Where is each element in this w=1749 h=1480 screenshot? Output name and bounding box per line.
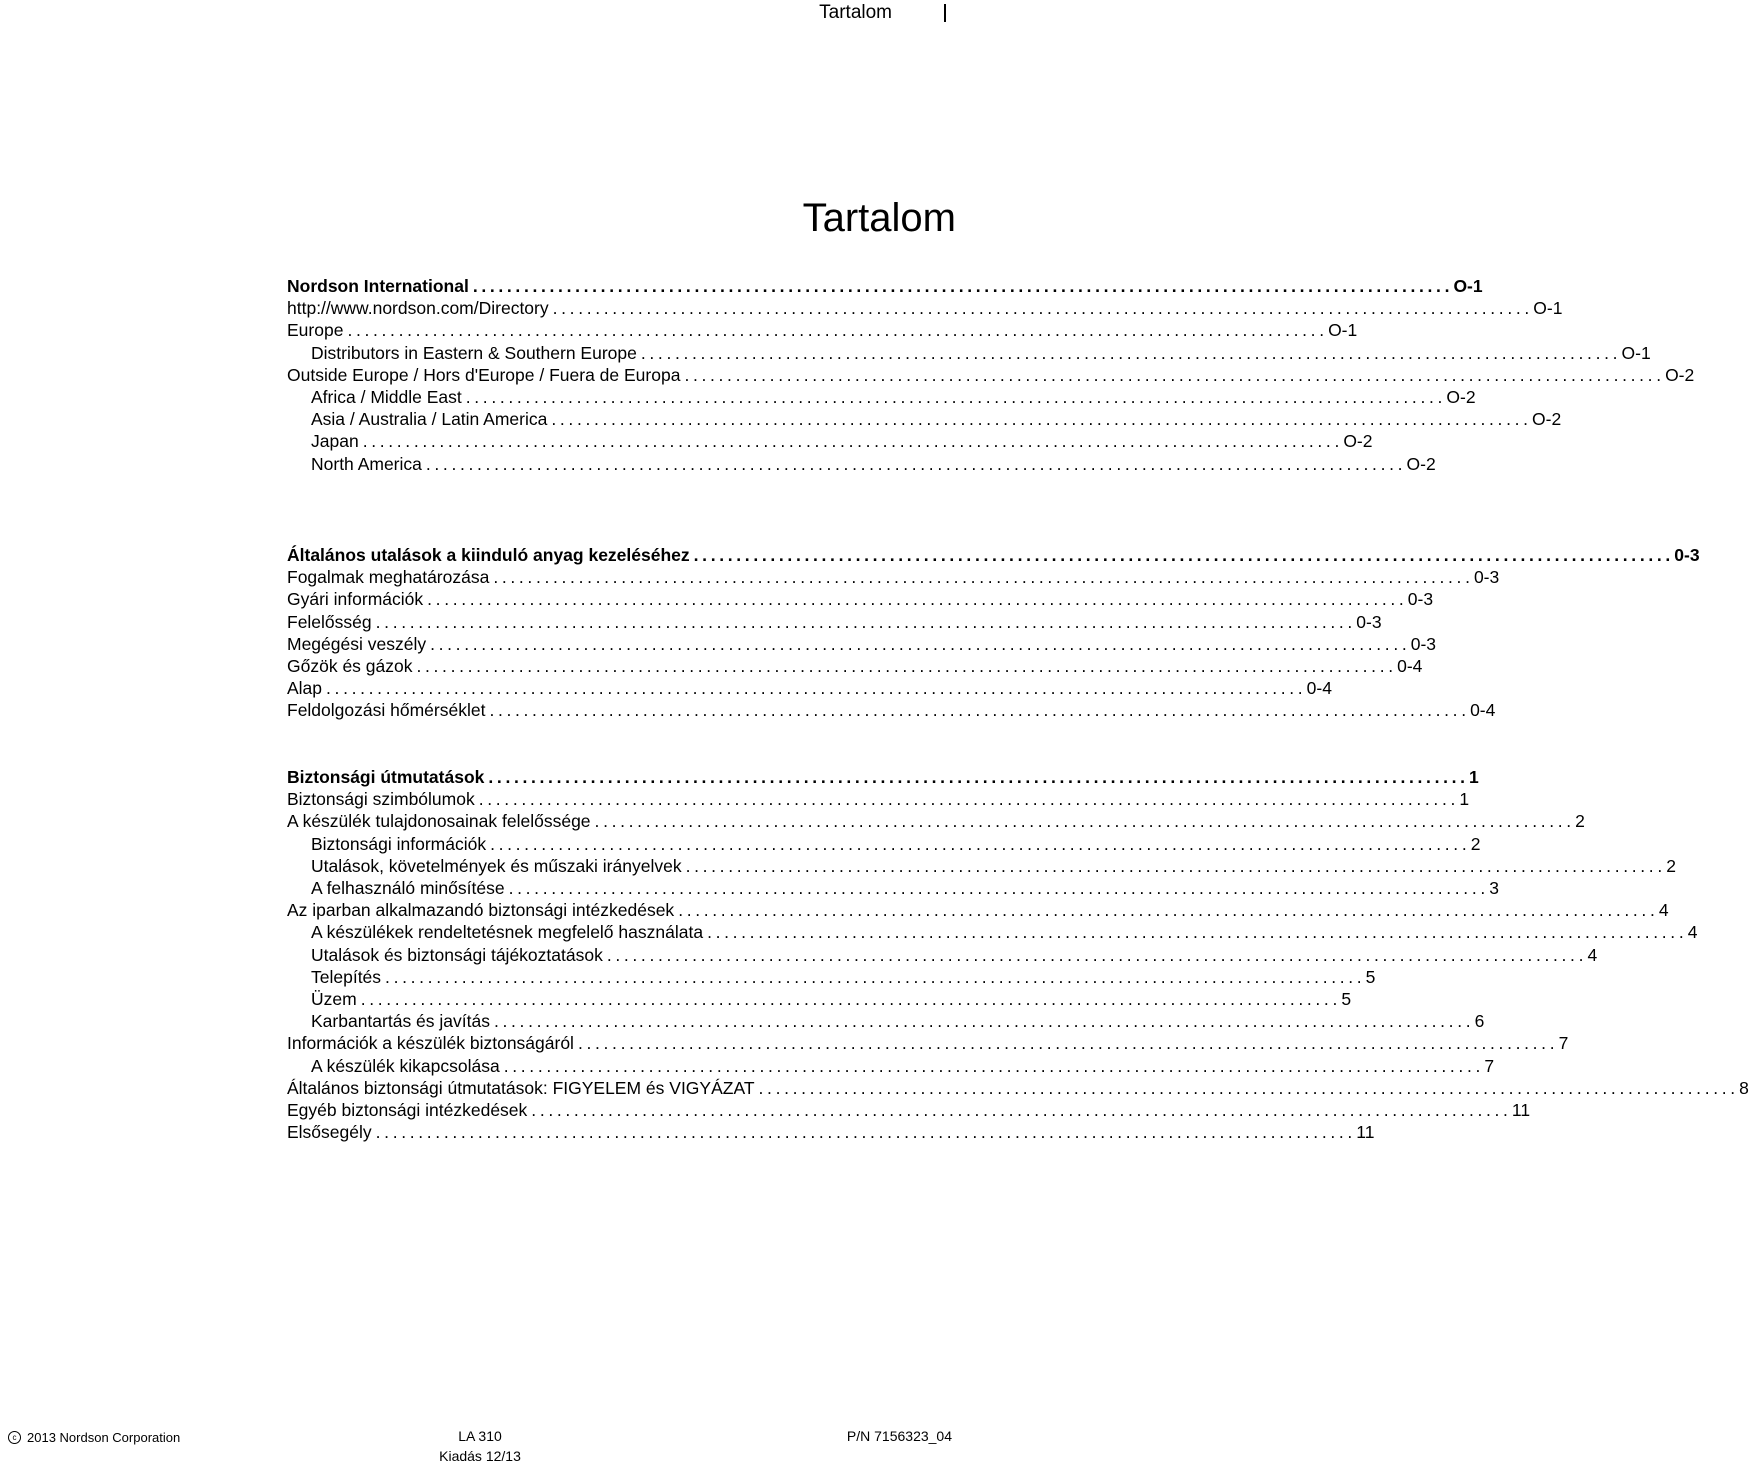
toc-entry-page: 0-3 <box>1356 611 1382 632</box>
toc-entry[interactable] <box>287 655 1423 677</box>
toc-entry[interactable] <box>287 899 1669 921</box>
toc-entry-page: 1 <box>1469 767 1479 787</box>
toc-entry-label: Egyéb biztonsági intézkedések <box>287 1100 528 1121</box>
toc-leader-dots <box>385 966 1362 988</box>
toc-entry-page: 3 <box>1489 878 1499 899</box>
toc-entry[interactable] <box>287 877 1499 899</box>
toc-entry-page: 6 <box>1474 1011 1485 1032</box>
toc-entry-label: Biztonsági információk <box>311 833 487 854</box>
toc-entry[interactable] <box>287 386 1476 408</box>
toc-entry-label: http://www.nordson.com/Directory <box>287 298 549 319</box>
toc-entry-page: 4 <box>1687 922 1698 943</box>
toc-entry-page: 0-3 <box>1674 545 1700 565</box>
toc-entry[interactable] <box>287 988 1352 1010</box>
header-section-marker <box>944 4 946 22</box>
toc-leader-dots <box>707 921 1684 943</box>
toc-entry-label: A készülékek rendeltetésnek megfelelő használata <box>311 922 704 943</box>
toc-entry[interactable] <box>287 810 1585 832</box>
toc-entry[interactable] <box>287 297 1563 319</box>
toc-leader-dots <box>376 611 1353 633</box>
toc-entry-page: 5 <box>1365 966 1376 987</box>
toc-entry[interactable] <box>287 966 1376 988</box>
toc-leader-dots <box>493 566 1470 588</box>
toc-entry-page: 0-4 <box>1306 678 1332 699</box>
toc-entry-label: Információk a készülék biztonságáról <box>287 1033 574 1054</box>
toc-entry-label: Africa / Middle East <box>311 387 462 408</box>
toc-entry[interactable] <box>287 1055 1495 1077</box>
toc-leader-dots <box>553 297 1530 319</box>
toc-entry-page: O-2 <box>1665 364 1695 385</box>
toc-entry-label: Distributors in Eastern & Southern Europe <box>311 342 637 363</box>
toc-entry[interactable] <box>287 408 1562 430</box>
toc-entry[interactable] <box>287 677 1332 699</box>
toc-leader-dots <box>759 1077 1736 1099</box>
toc-leader-dots <box>578 1032 1555 1054</box>
toc-entry-label: Japan <box>311 431 359 452</box>
toc-entry-label: Outside Europe / Hors d'Europe / Fuera de Europa <box>287 364 681 385</box>
page-title: Tartalom <box>802 196 956 240</box>
toc-leader-dots <box>430 633 1407 655</box>
toc-entry-label: Utalások és biztonsági tájékoztatások <box>311 944 603 965</box>
toc-section-biztonsagi <box>287 766 1749 1143</box>
toc-leader-dots <box>479 788 1456 810</box>
toc-leader-dots <box>416 655 1393 677</box>
toc-entry[interactable] <box>287 430 1373 452</box>
toc-leader-dots <box>347 319 1324 341</box>
toc-entry-page: O-2 <box>1343 431 1373 452</box>
toc-entry-label: Elsősegély <box>287 1122 372 1143</box>
header-section-title: Tartalom <box>819 2 892 23</box>
toc-entry-page: O-2 <box>1532 409 1562 430</box>
toc-entry-label: Gőzök és gázok <box>287 656 413 677</box>
toc-entry[interactable] <box>287 364 1695 386</box>
toc-entry[interactable] <box>287 588 1434 610</box>
toc-leader-dots <box>678 899 1655 921</box>
toc-entry-label: Felelősség <box>287 611 372 632</box>
toc-entry-label: Alap <box>287 678 323 699</box>
toc-entry[interactable] <box>287 833 1481 855</box>
toc-entry-page: 2 <box>1470 833 1481 854</box>
toc-entry-label: Asia / Australia / Latin America <box>311 409 548 430</box>
toc-entry-page: 7 <box>1484 1055 1495 1076</box>
toc-leader-dots <box>363 430 1340 452</box>
toc-entry-label: North America <box>311 453 422 474</box>
toc-entry-label: Europe <box>287 320 344 341</box>
toc-entry-label: A felhasználó minősítése <box>311 878 505 899</box>
toc-entry[interactable] <box>287 1077 1749 1099</box>
toc-entry-page: 4 <box>1658 900 1669 921</box>
toc-entry-page: O-2 <box>1446 387 1476 408</box>
toc-entry[interactable] <box>287 342 1651 364</box>
toc-entry-label: A készülék tulajdonosainak felelőssége <box>287 811 591 832</box>
toc-section-nordson <box>287 275 1695 475</box>
toc-leader-dots <box>641 342 1618 364</box>
toc-entry-page: 11 <box>1356 1122 1375 1143</box>
toc-entry-page: 4 <box>1587 944 1598 965</box>
toc-leader-dots <box>326 677 1303 699</box>
toc-entry-page: 0-4 <box>1470 700 1496 721</box>
toc-entry-label: Megégési veszély <box>287 633 427 654</box>
toc-leader-dots <box>531 1099 1508 1121</box>
toc-entry-label: Az iparban alkalmazandó biztonsági intézkedések <box>287 900 675 921</box>
toc-entry-label: Gyári információk <box>287 589 424 610</box>
toc-leader-dots <box>489 699 1466 721</box>
page-footer <box>0 1420 960 1480</box>
toc-leader-dots <box>488 766 1465 788</box>
toc-leader-dots <box>494 1010 1471 1032</box>
toc-entry[interactable] <box>287 1099 1531 1121</box>
toc-entry-page: O-1 <box>1621 342 1651 363</box>
toc-leader-dots <box>466 386 1443 408</box>
toc-entry-page: O-1 <box>1328 320 1358 341</box>
toc-entry-page: O-1 <box>1533 298 1563 319</box>
toc-entry[interactable] <box>287 319 1358 341</box>
toc-leader-dots <box>361 988 1338 1010</box>
toc-entry-page: 0-3 <box>1410 633 1437 654</box>
toc-entry[interactable] <box>287 611 1382 633</box>
toc-entry-page: 0-3 <box>1473 567 1500 588</box>
toc-leader-dots <box>427 588 1404 610</box>
toc-entry-page: 1 <box>1459 789 1470 810</box>
toc-leader-dots <box>684 364 1661 386</box>
toc-entry[interactable] <box>287 699 1496 721</box>
toc-leader-dots <box>551 408 1528 430</box>
toc-entry-label: Biztonsági útmutatások <box>287 767 485 787</box>
toc-entry-label: Biztonsági szimbólumok <box>287 789 475 810</box>
toc-entry[interactable] <box>287 1121 1375 1143</box>
toc-entry[interactable] <box>287 1010 1485 1032</box>
toc-entry-label: Nordson International <box>287 276 469 296</box>
copyright-icon: c <box>8 1431 21 1444</box>
toc-entry-page: 0-4 <box>1397 656 1423 677</box>
toc-leader-dots <box>686 855 1663 877</box>
footer-model: LA 310 <box>458 1428 502 1444</box>
copyright-text: 2013 Nordson Corporation <box>27 1430 181 1445</box>
toc-leader-dots <box>595 810 1572 832</box>
toc-entry[interactable] <box>287 944 1598 966</box>
toc-entry[interactable] <box>287 544 1700 566</box>
toc-entry[interactable] <box>287 453 1436 475</box>
toc-leader-dots <box>376 1121 1353 1143</box>
toc-entry-label: Üzem <box>311 989 357 1010</box>
toc-entry-label: Telepítés <box>311 966 382 987</box>
toc-entry-page: 5 <box>1341 989 1352 1010</box>
toc-entry[interactable] <box>287 766 1479 788</box>
toc-leader-dots <box>426 453 1403 475</box>
toc-entry-page: 7 <box>1558 1033 1569 1054</box>
toc-entry-page: 2 <box>1666 855 1676 876</box>
toc-entry[interactable] <box>287 1032 1569 1054</box>
toc-entry-label: Általános biztonsági útmutatások: FIGYELEM és VIGYÁZAT <box>287 1077 755 1098</box>
toc-section-altalanos <box>287 544 1700 722</box>
toc-entry-label: Általános utalások a kiinduló anyag kezeléséhez <box>287 545 690 565</box>
toc-entry[interactable] <box>287 566 1500 588</box>
toc-entry-label: A készülék kikapcsolása <box>311 1055 500 1076</box>
toc-entry[interactable] <box>287 855 1676 877</box>
footer-edition: Kiadás 12/13 <box>439 1448 521 1464</box>
toc-entry-page: O-2 <box>1406 453 1436 474</box>
toc-entry-page: O-1 <box>1453 276 1483 296</box>
toc-entry[interactable] <box>287 275 1483 297</box>
toc-entry-page: 11 <box>1511 1100 1531 1121</box>
toc-entry[interactable] <box>287 633 1437 655</box>
toc-entry[interactable] <box>287 788 1470 810</box>
toc-entry[interactable] <box>287 921 1698 943</box>
toc-leader-dots <box>509 877 1486 899</box>
toc-leader-dots <box>504 1055 1481 1077</box>
toc-entry-label: Feldolgozási hőmérséklet <box>287 700 486 721</box>
toc-leader-dots <box>473 275 1450 297</box>
toc-entry-label: Fogalmak meghatározása <box>287 567 490 588</box>
toc-leader-dots <box>607 944 1584 966</box>
footer-part-number: P/N 7156323_04 <box>846 1428 952 1444</box>
toc-entry-page: 8 <box>1739 1077 1749 1098</box>
toc-entry-page: 2 <box>1575 811 1585 832</box>
toc-leader-dots <box>490 833 1467 855</box>
toc-leader-dots <box>694 544 1671 566</box>
toc-entry-label: Karbantartás és javítás <box>311 1011 490 1032</box>
toc-entry-page: 0-3 <box>1407 589 1434 610</box>
toc-entry-label: Utalások, követelmények és műszaki irányelvek <box>311 855 682 876</box>
